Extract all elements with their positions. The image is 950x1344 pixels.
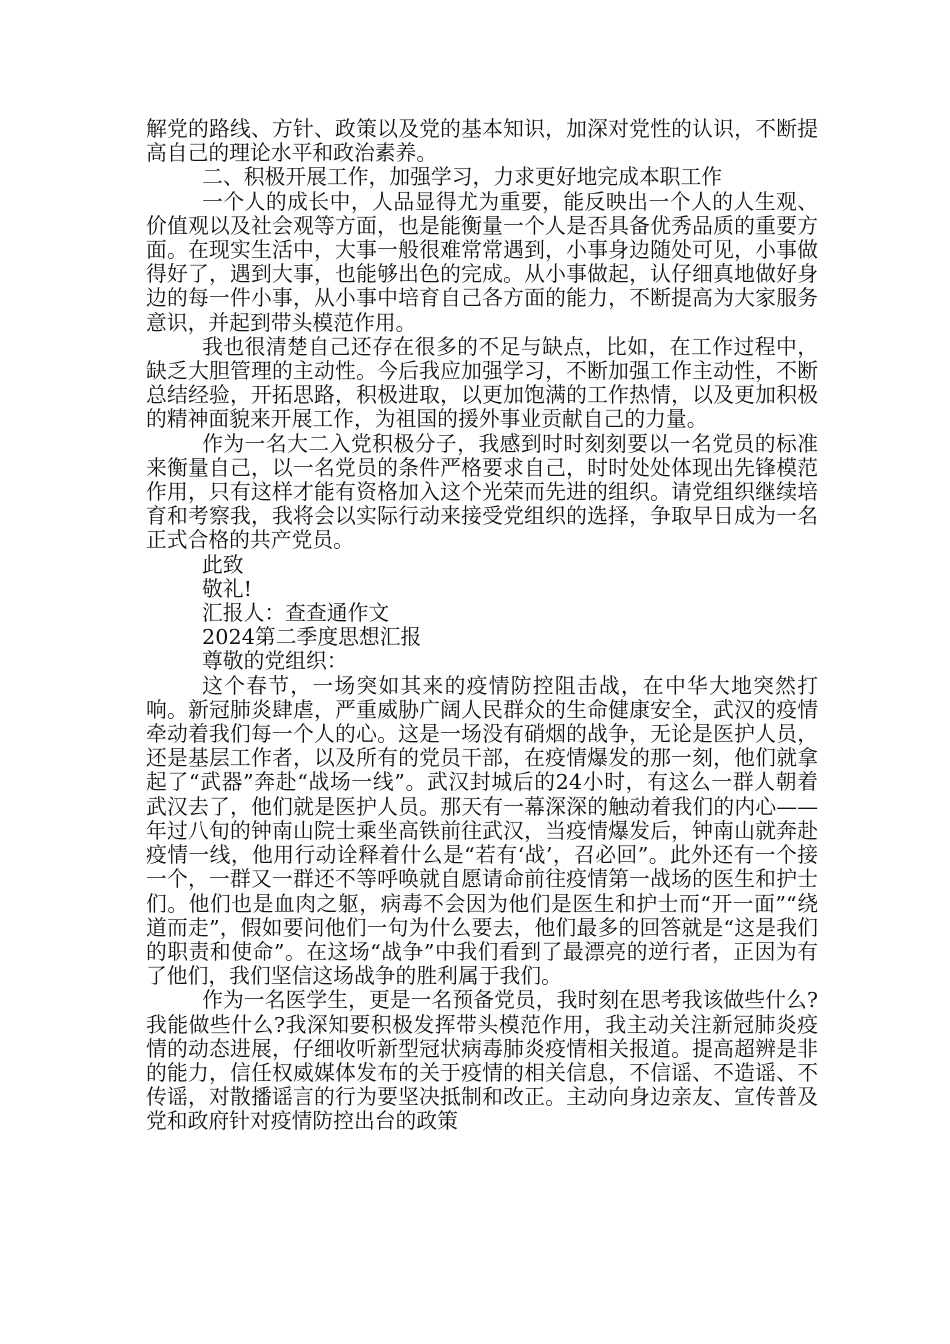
paragraph-character: 一个人的成长中，人品显得尤为重要，能反映出一个人的人生观、价值观以及社会观等方面，也是能衡量一个人是否具备优秀品质的重要方面。在现实生活中，大事一般很难常常遇到，小事身边随处可见，小事做得好了，遇到大事，也能够出色的完成。从小事做起，认仔细真地做好身边的每一件小事，从小事中培育自己各方面的能力，不断提高为大家服务意识，并起到带头模范作用。 <box>146 189 818 335</box>
reporter-signature: 汇报人：查查通作文 <box>202 601 390 626</box>
paragraph-shortcomings: 我也很清楚自己还存在很多的不足与缺点，比如，在工作过程中，缺乏大胆管理的主动性。今后我应加强学习，不断加强工作主动性，不断总结经验，开拓思路，积极进取，以更加饱满的工作热情，以及更加积极的精神面貌来开展工作，为祖国的援外事业贡献自己的力量。 <box>146 334 818 432</box>
closing-salutation: 此致 <box>202 552 244 577</box>
document-body <box>146 117 818 1134</box>
paragraph-activist: 作为一名大二入党积极分子，我感到时时刻刻要以一名党员的标准来衡量自己，以一名党员的条件严格要求自己，时时处处体现出先锋模范作用，只有这样才能有资格加入这个光荣而先进的组织。请党组织继续培育和考察我，我将会以实际行动来接受党组织的选择，争取早日成为一名正式合格的共产党员。 <box>146 431 818 553</box>
paragraph-epidemic: 这个春节，一场突如其来的疫情防控阻击战，在中华大地突然打响。新冠肺炎肆虐，严重威胁广阔人民群众的生命健康安全，武汉的疫情牵动着我们每一个人的心。这是一场没有硝烟的战争，无论是医护人员，还是基层工作者，以及所有的党员干部，在疫情爆发的那一刻，他们就拿起了“武器”奔赴“战场一线”。武汉封城后的24小时，有这么一群人朝着武汉去了，他们就是医护人员。那天有一幕深深的触动着我们的内心——年过八旬的钟南山院士乘坐高铁前往武汉，当疫情爆发后，钟南山就奔赴疫情一线，他用行动诠释着什么是“若有‘战’，召必回”。此外还有一个接一个，一群又一群还不等呼唤就自愿请命前往疫情第一战场的医生和护士们。他们也是血肉之躯，病毒不会因为他们是医生和护士而“开一面”“绕道而走”，假如要问他们一句为什么要去，他们最多的回答就是“这是我们的职责和使命”。在这场“战争”中我们看到了最漂亮的逆行者，正因为有了他们，我们坚信这场战争的胜利属于我们。 <box>146 673 818 989</box>
paragraph-medical-student: 作为一名医学生，更是一名预备党员，我时刻在思考我该做些什么?我能做些什么?我深知要积极发挥带头模范作用，我主动关注新冠肺炎疫情的动态进展，仔细收听新型冠状病毒肺炎疫情相关报道。提高超辨是非的能力，信任权威媒体发布的关于疫情的相关信息，不信谣、不造谣、不传谣，对散播谣言的行为要坚决抵制和改正。主动向身边亲友、宣传普及党和政府针对疫情防控出台的政策 <box>146 988 818 1134</box>
paragraph-continuation: 解党的路线、方针、政策以及党的基本知识，加深对党性的认识，不断提高自己的理论水平和政治素养。 <box>146 117 818 166</box>
closing-regards: 敬礼! <box>202 576 252 601</box>
section-heading: 二、积极开展工作，加强学习，力求更好地完成本职工作 <box>202 165 723 190</box>
greeting: 尊敬的党组织： <box>202 649 348 674</box>
report-title: 2024第二季度思想汇报 <box>202 625 422 650</box>
